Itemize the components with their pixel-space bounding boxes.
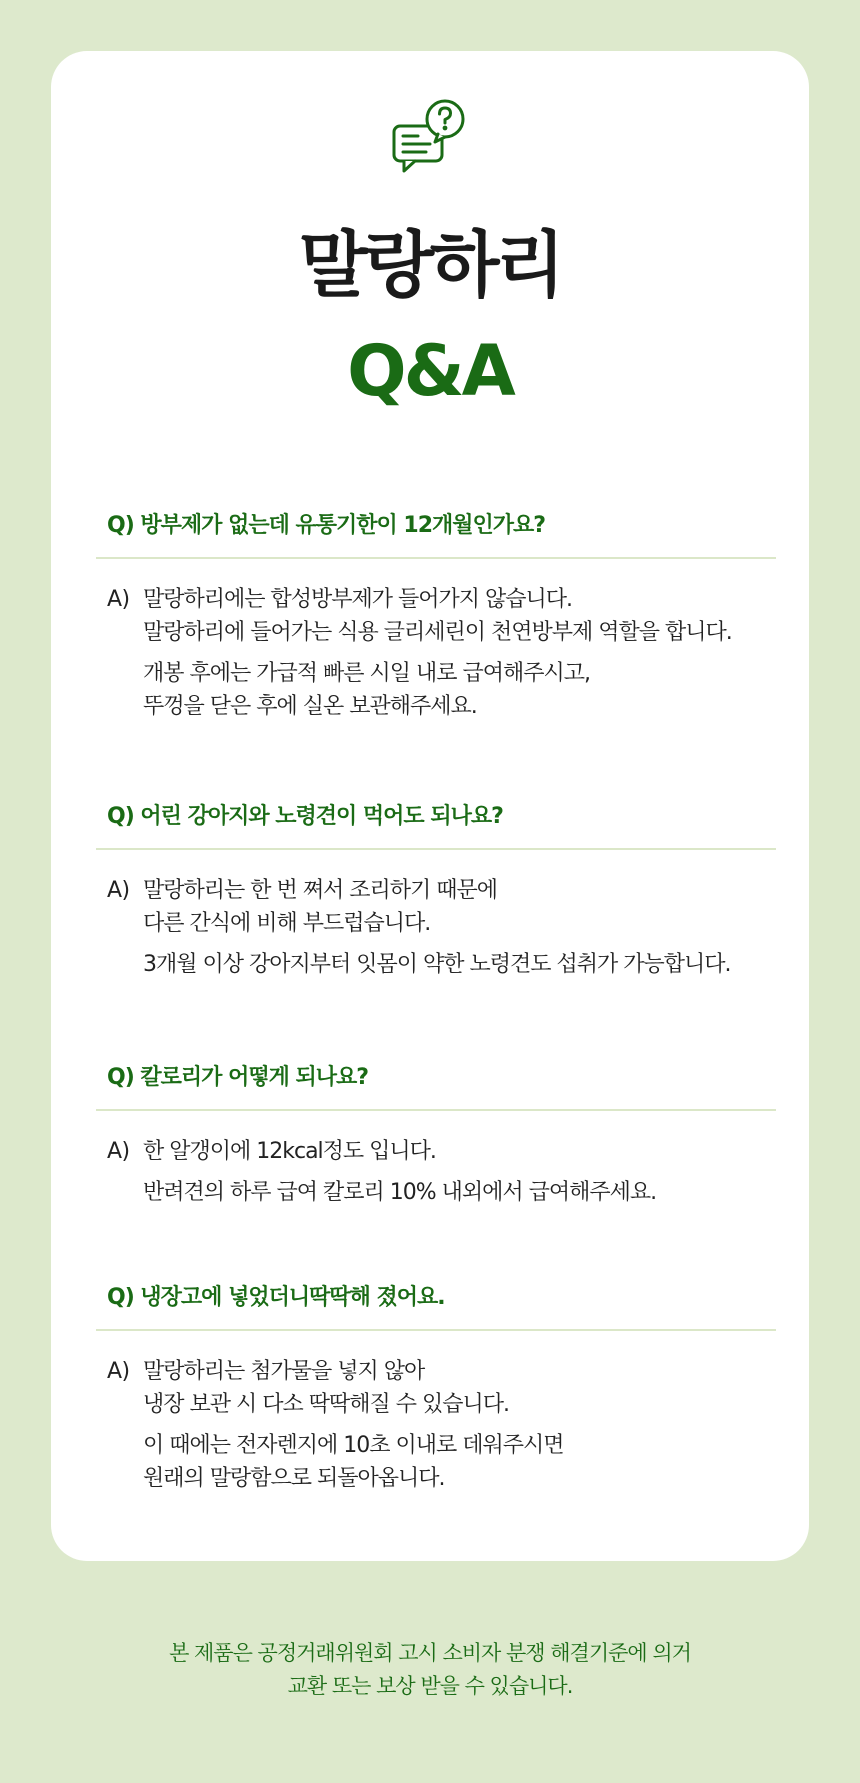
answer-block	[96, 874, 776, 981]
footer-line: 본 제품은 공정거래위원회 고시 소비자 분쟁 해결기준에 의거	[169, 1641, 691, 1665]
question-text: Q) 칼로리가 어떻게 되나요?	[107, 1065, 369, 1090]
answer-line: 3개월 이상 강아지부터 잇몸이 약한 노령견도 섭취가 가능합니다.	[143, 952, 731, 977]
answer-line: 말랑하리에는 합성방부제가 들어가지 않습니다.	[143, 587, 573, 612]
answer-mark: A)	[107, 1139, 130, 1164]
page-subtitle: Q&A	[347, 330, 513, 412]
answer-paragraph	[143, 1355, 564, 1421]
answer-line: 한 알갱이에 12kcal정도 입니다.	[143, 1139, 436, 1164]
question-text: Q) 냉장고에 넣었더니딱딱해 졌어요.	[107, 1285, 445, 1310]
answer-mark: A)	[107, 1359, 130, 1384]
page-title: 말랑하리	[298, 223, 562, 307]
qa-item	[96, 511, 776, 723]
qa-card	[51, 51, 809, 1561]
answer-block	[96, 1135, 776, 1209]
answer-paragraph	[143, 874, 731, 940]
footer-notice	[0, 1637, 860, 1703]
answer-line: 원래의 말랑함으로 되돌아옵니다.	[143, 1466, 445, 1491]
qa-item	[96, 1283, 776, 1495]
answer-mark: A)	[107, 587, 130, 612]
divider	[96, 1329, 776, 1331]
answer-line: 뚜껑을 닫은 후에 실온 보관해주세요.	[143, 694, 477, 719]
footer-line: 교환 또는 보상 받을 수 있습니다.	[287, 1674, 573, 1698]
question-text: Q) 어린 강아지와 노령견이 먹어도 되나요?	[107, 804, 503, 829]
answer-paragraph	[143, 1429, 564, 1495]
answer-paragraph	[143, 657, 732, 723]
question-text: Q) 방부제가 없는데 유통기한이 12개월인가요?	[107, 513, 546, 538]
answer-line: 개봉 후에는 가급적 빠른 시일 내로 급여해주시고,	[143, 661, 590, 686]
answer-line: 말랑하리는 첨가물을 넣지 않아	[143, 1359, 425, 1384]
answer-paragraph	[143, 1176, 656, 1209]
divider	[96, 557, 776, 559]
answer-line: 말랑하리에 들어가는 식용 글리세린이 천연방부제 역할을 합니다.	[143, 620, 732, 645]
answer-mark: A)	[107, 878, 130, 903]
answer-block	[96, 1355, 776, 1495]
answer-line: 이 때에는 전자렌지에 10초 이내로 데워주시면	[143, 1433, 564, 1458]
chat-question-icon	[390, 98, 470, 178]
answer-paragraph	[143, 948, 731, 981]
divider	[96, 1109, 776, 1111]
answer-line: 말랑하리는 한 번 쪄서 조리하기 때문에	[143, 878, 497, 903]
qa-item	[96, 802, 776, 981]
answer-paragraph	[143, 583, 732, 649]
answer-line: 냉장 보관 시 다소 딱딱해질 수 있습니다.	[143, 1392, 509, 1417]
answer-paragraph	[143, 1135, 656, 1168]
divider	[96, 848, 776, 850]
qa-item	[96, 1063, 776, 1209]
answer-block	[96, 583, 776, 723]
answer-line: 반려견의 하루 급여 칼로리 10% 내외에서 급여해주세요.	[143, 1180, 657, 1205]
answer-line: 다른 간식에 비해 부드럽습니다.	[143, 911, 431, 936]
